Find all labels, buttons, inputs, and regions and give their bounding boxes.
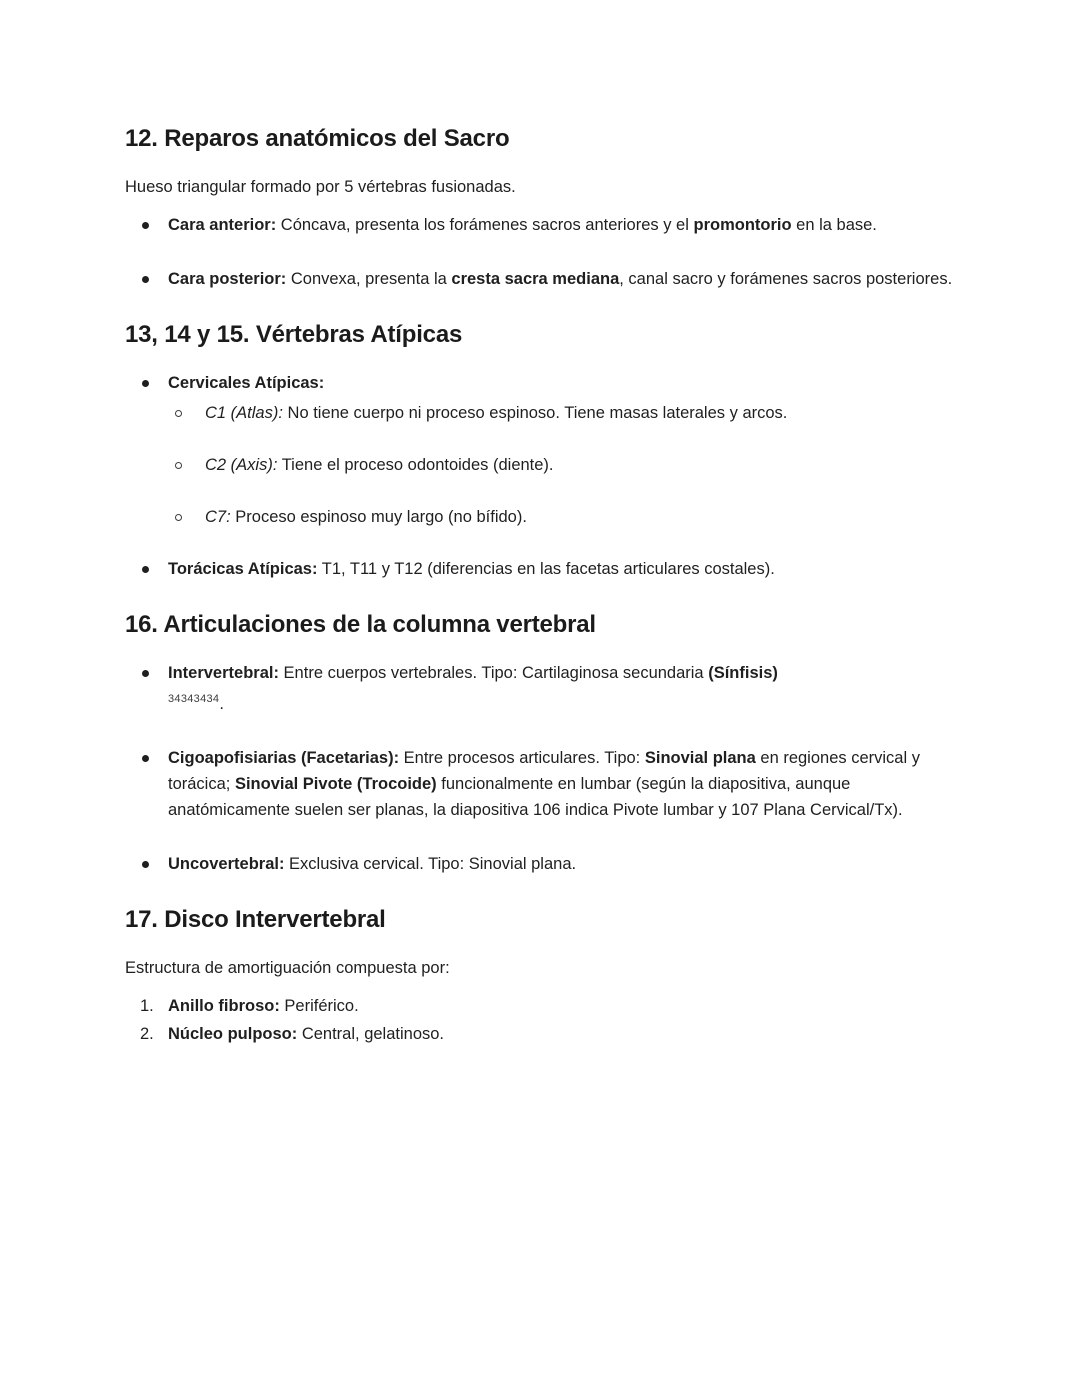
- list-item-cigoapofisiarias: [125, 745, 958, 823]
- text-run: Sinovial Pivote (Trocoide): [234, 775, 437, 793]
- bullet-icon: [142, 276, 149, 283]
- circle-bullet-icon: [175, 462, 182, 469]
- bullet-icon: [142, 670, 149, 677]
- text-run: Intervertebral:: [168, 664, 279, 682]
- list-number: 2.: [140, 1025, 154, 1043]
- bullet-icon: [142, 566, 149, 573]
- text-run: T1, T11 y T12 (diferencias en las facetas articulares costales).: [317, 560, 775, 578]
- text-run: Tiene el proceso odontoides (diente).: [277, 456, 554, 474]
- list-item-uncovertebral: [125, 851, 958, 877]
- section-heading-13-14-15: 13, 14 y 15. Vértebras Atípicas: [125, 321, 463, 348]
- text-run: Cigoapofisiarias (Facetarias):: [168, 749, 400, 767]
- list-item-cervicales: [125, 370, 958, 530]
- bullet-list-sacro: [125, 212, 958, 292]
- bullet-icon: [142, 861, 149, 868]
- text-run: Exclusiva cervical. Tipo: Sinovial plana.: [284, 855, 577, 873]
- list-number: 1.: [140, 997, 154, 1015]
- sublist-cervicales: [168, 400, 958, 530]
- list-item-intervertebral: [125, 660, 958, 717]
- list-item-cara-posterior: [125, 266, 958, 292]
- numbered-list-disco: [125, 993, 958, 1047]
- circle-bullet-icon: [175, 410, 182, 417]
- text-run: funcionalmente en lumbar (según la diapositiva, aunque anatómicamente suelen ser planas, la diapositiva 106 indica Pivote lumbar y 107 Plana Cervical/Tx).: [168, 775, 903, 819]
- text-run: Entre cuerpos vertebrales. Tipo: Cartilaginosa secundaria: [278, 664, 709, 682]
- text-run: C2 (Axis):: [205, 456, 278, 474]
- text-run: Núcleo pulposo:: [168, 1025, 298, 1043]
- list-item-c1-atlas: [168, 400, 958, 426]
- text-run: Central, gelatinoso.: [297, 1025, 445, 1043]
- text-run: cresta sacra mediana: [451, 270, 620, 288]
- text-run: Cara posterior:: [168, 270, 287, 288]
- bullet-icon: [142, 380, 149, 387]
- text-run: C7:: [205, 508, 231, 526]
- text-run: (Sínfisis): [708, 664, 778, 682]
- list-item-anillo-fibroso: [125, 993, 958, 1019]
- text-run: en regiones cervical y torácica;: [168, 749, 920, 793]
- text-run: Cóncava, presenta los forámenes sacros anteriores y el: [276, 216, 694, 234]
- text-run: , canal sacro y forámenes sacros posteriores.: [619, 270, 953, 288]
- bullet-icon: [142, 755, 149, 762]
- text-run: Uncovertebral:: [168, 855, 285, 873]
- section-heading-17: 17. Disco Intervertebral: [125, 906, 386, 933]
- text-run: Anillo fibroso:: [168, 997, 280, 1015]
- text-run: Cara anterior:: [168, 216, 277, 234]
- bullet-icon: [142, 222, 149, 229]
- section-heading-12: 12. Reparos anatómicos del Sacro: [125, 125, 510, 152]
- text-run: Sinovial plana: [644, 749, 756, 767]
- text-run: Entre procesos articulares. Tipo:: [399, 749, 645, 767]
- text-run: Torácicas Atípicas:: [168, 560, 318, 578]
- text-run: No tiene cuerpo ni proceso espinoso. Tiene masas laterales y arcos.: [282, 404, 788, 422]
- circle-bullet-icon: [175, 514, 182, 521]
- text-run: C1 (Atlas):: [205, 404, 283, 422]
- text-run: .: [219, 695, 224, 713]
- text-run: en la base.: [791, 216, 877, 234]
- text-run: Convexa, presenta la: [286, 270, 452, 288]
- text-run: Periférico.: [279, 997, 359, 1015]
- section-heading-16: 16. Articulaciones de la columna vertebral: [125, 611, 596, 638]
- bullet-list-articulaciones: [125, 660, 958, 877]
- footnote-ref-text: 34343434: [168, 693, 220, 705]
- list-item-c7: [168, 504, 958, 530]
- list-item-nucleo-pulposo: [125, 1021, 958, 1047]
- paragraph-sacro-intro: Hueso triangular formado por 5 vértebras fusionadas.: [125, 178, 516, 196]
- paragraph-disco-intro: Estructura de amortiguación compuesta por:: [125, 959, 450, 977]
- list-item-cara-anterior: [125, 212, 958, 238]
- text-run: Cervicales Atípicas:: [168, 374, 325, 392]
- text-run: Proceso espinoso muy largo (no bífido).: [230, 508, 527, 526]
- bullet-list-atipicas: [125, 370, 958, 582]
- list-item-c2-axis: [168, 452, 958, 478]
- list-item-toracicas: [125, 556, 958, 582]
- text-run: promontorio: [693, 216, 792, 234]
